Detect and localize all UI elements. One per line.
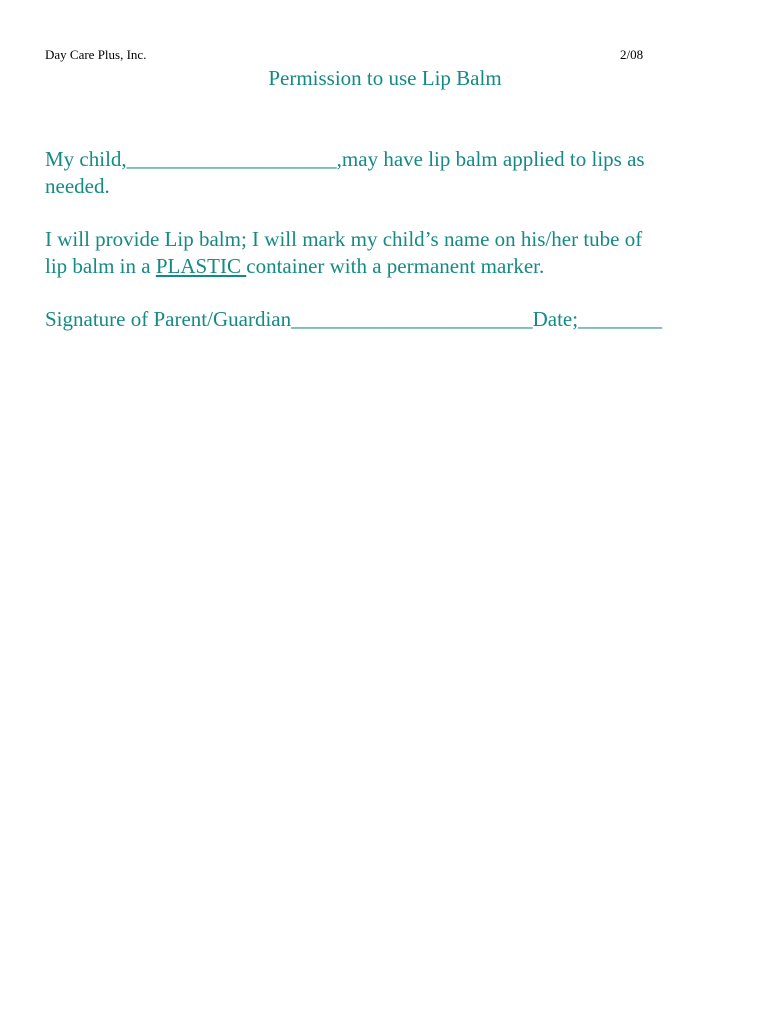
document-title: Permission to use Lip Balm	[268, 66, 502, 90]
provide-lip-balm-paragraph	[45, 226, 735, 280]
signature-line: Signature of Parent/Guardian_______________________Date;________	[45, 307, 663, 331]
container-text-after: container with a permanent marker.	[246, 254, 545, 278]
plastic-emphasis: PLASTIC	[155, 254, 247, 278]
company-name: Day Care Plus, Inc.	[45, 47, 147, 62]
container-text-before: lip balm in a	[45, 254, 156, 278]
child-permission-paragraph	[45, 146, 735, 200]
revision-date: 2/08	[620, 47, 644, 62]
child-permission-line-2: needed.	[45, 174, 110, 198]
child-permission-line-1: My child,____________________,may have lip balm applied to lips as	[45, 147, 645, 171]
provide-lip-balm-line-1: I will provide Lip balm; I will mark my child’s name on his/her tube of	[45, 227, 643, 251]
provide-lip-balm-line-2	[45, 253, 735, 280]
